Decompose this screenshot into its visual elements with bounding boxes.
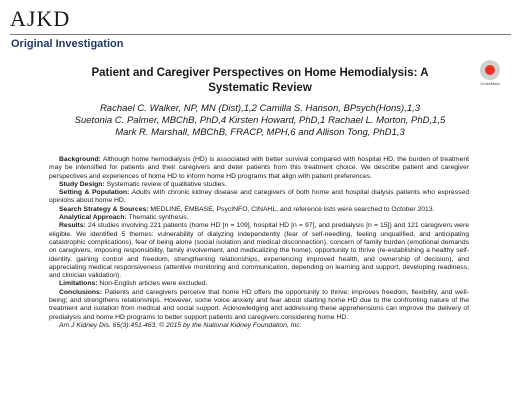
abstract bbox=[49, 156, 469, 330]
author-line: Suetonia C. Palmer, MBChB, PhD,4 Kirsten Howard, PhD,1 Rachael L. Morton, PhD,1,5 bbox=[74, 115, 446, 126]
abstract-conclusions bbox=[49, 289, 469, 322]
abstract-approach bbox=[49, 214, 469, 222]
abstract-label: Analytical Approach: bbox=[59, 214, 127, 222]
crossmark-label: CrossMark bbox=[480, 81, 500, 86]
author-line: Rachael C. Walker, NP, MN (Dist),1,2 Camilla S. Hanson, BPsych(Hons),1,3 bbox=[99, 103, 421, 114]
article-title bbox=[40, 66, 480, 96]
abstract-label: Conclusions: bbox=[59, 288, 103, 296]
title-line: Systematic Review bbox=[208, 82, 312, 94]
abstract-setting bbox=[49, 189, 469, 206]
abstract-label: Results: bbox=[59, 222, 86, 230]
abstract-study-design bbox=[49, 181, 469, 189]
journal-name: AJKD bbox=[10, 6, 71, 31]
abstract-text: Although home hemodialysis (HD) is associated with better survival compared with hospital HD, the burden of treatment may be intensified for patients and their caregivers and deter patients from this treatment choice. We describe patient and caregiver perspectives and experiences of home HD to inform home HD programs that align with patient preferences. bbox=[49, 156, 469, 180]
abstract-label: Study Design: bbox=[59, 180, 105, 188]
header-rule bbox=[10, 34, 511, 35]
abstract-limitations bbox=[49, 280, 469, 288]
title-line: Patient and Caregiver Perspectives on Home Hemodialysis: A bbox=[91, 67, 429, 79]
author-list bbox=[40, 103, 480, 139]
section-label: Original Investigation bbox=[11, 38, 124, 50]
abstract-text: 24 studies involving 221 patients (home HD [n = 109], hospital HD [n = 97], and predialysis [n = 15]) and 121 caregivers were eligible. We identified 5 themes: vulnerability of dialyzing independently (fear of self-needling, feeling unqualified, and anticipating catastrophic complications), fear of being alone (social isolation and medical disconnection), concern of family burden (emotional demands on caregivers, imposing responsibility, family involvement, and medicalizing the home), opportunity to thrive (re-establishing a healthy self-identity, gaining control and freedom, strengthening relationships, experiencing improved health, and ownership of decision), and appreciating medical responsiveness (attentive monitoring and communication, depending on learning and support, developing readiness, and clinician validation). bbox=[49, 222, 469, 280]
abstract-label: Search Strategy & Sources: bbox=[59, 205, 149, 213]
crossmark-icon bbox=[480, 60, 500, 80]
abstract-label: Background: bbox=[59, 156, 101, 163]
abstract-background bbox=[49, 156, 469, 181]
citation: Am J Kidney Dis. 65(3):451-463. © 2015 by the National Kidney Foundation, Inc. bbox=[59, 321, 302, 329]
abstract-text: Thematic synthesis. bbox=[126, 214, 189, 222]
abstract-label: Limitations: bbox=[59, 280, 98, 288]
abstract-label: Setting & Population: bbox=[59, 189, 130, 197]
abstract-text: Non-English articles were excluded. bbox=[97, 280, 208, 288]
abstract-text: MEDLINE, EMBASE, PsycINFO, CINAHL, and reference lists were searched to October 2013. bbox=[148, 205, 435, 213]
abstract-results bbox=[49, 222, 469, 280]
author-line: Mark R. Marshall, MBChB, FRACP, MPH,6 and Allison Tong, PhD1,3 bbox=[115, 127, 405, 138]
abstract-text: Patients and caregivers perceive that home HD offers the opportunity to thrive; improves freedom, flexibility, and well-being; and strengthens relationships. However, some voice anxiety and fear about starting home HD due to the confronting nature of the treatment and isolation from medical and social support. Acknowledging and addressing these apprehensions can improve the delivery of predialysis and home HD programs to better support patients and caregivers considering home HD. bbox=[49, 288, 469, 321]
abstract-text: Systematic review of qualitative studies. bbox=[104, 180, 227, 188]
abstract-text: Adults with chronic kidney disease and caregivers of both home and hospital dialysis patients who expressed opinions about home HD. bbox=[49, 189, 469, 205]
abstract-search bbox=[49, 206, 469, 214]
crossmark-badge[interactable] bbox=[478, 60, 502, 86]
